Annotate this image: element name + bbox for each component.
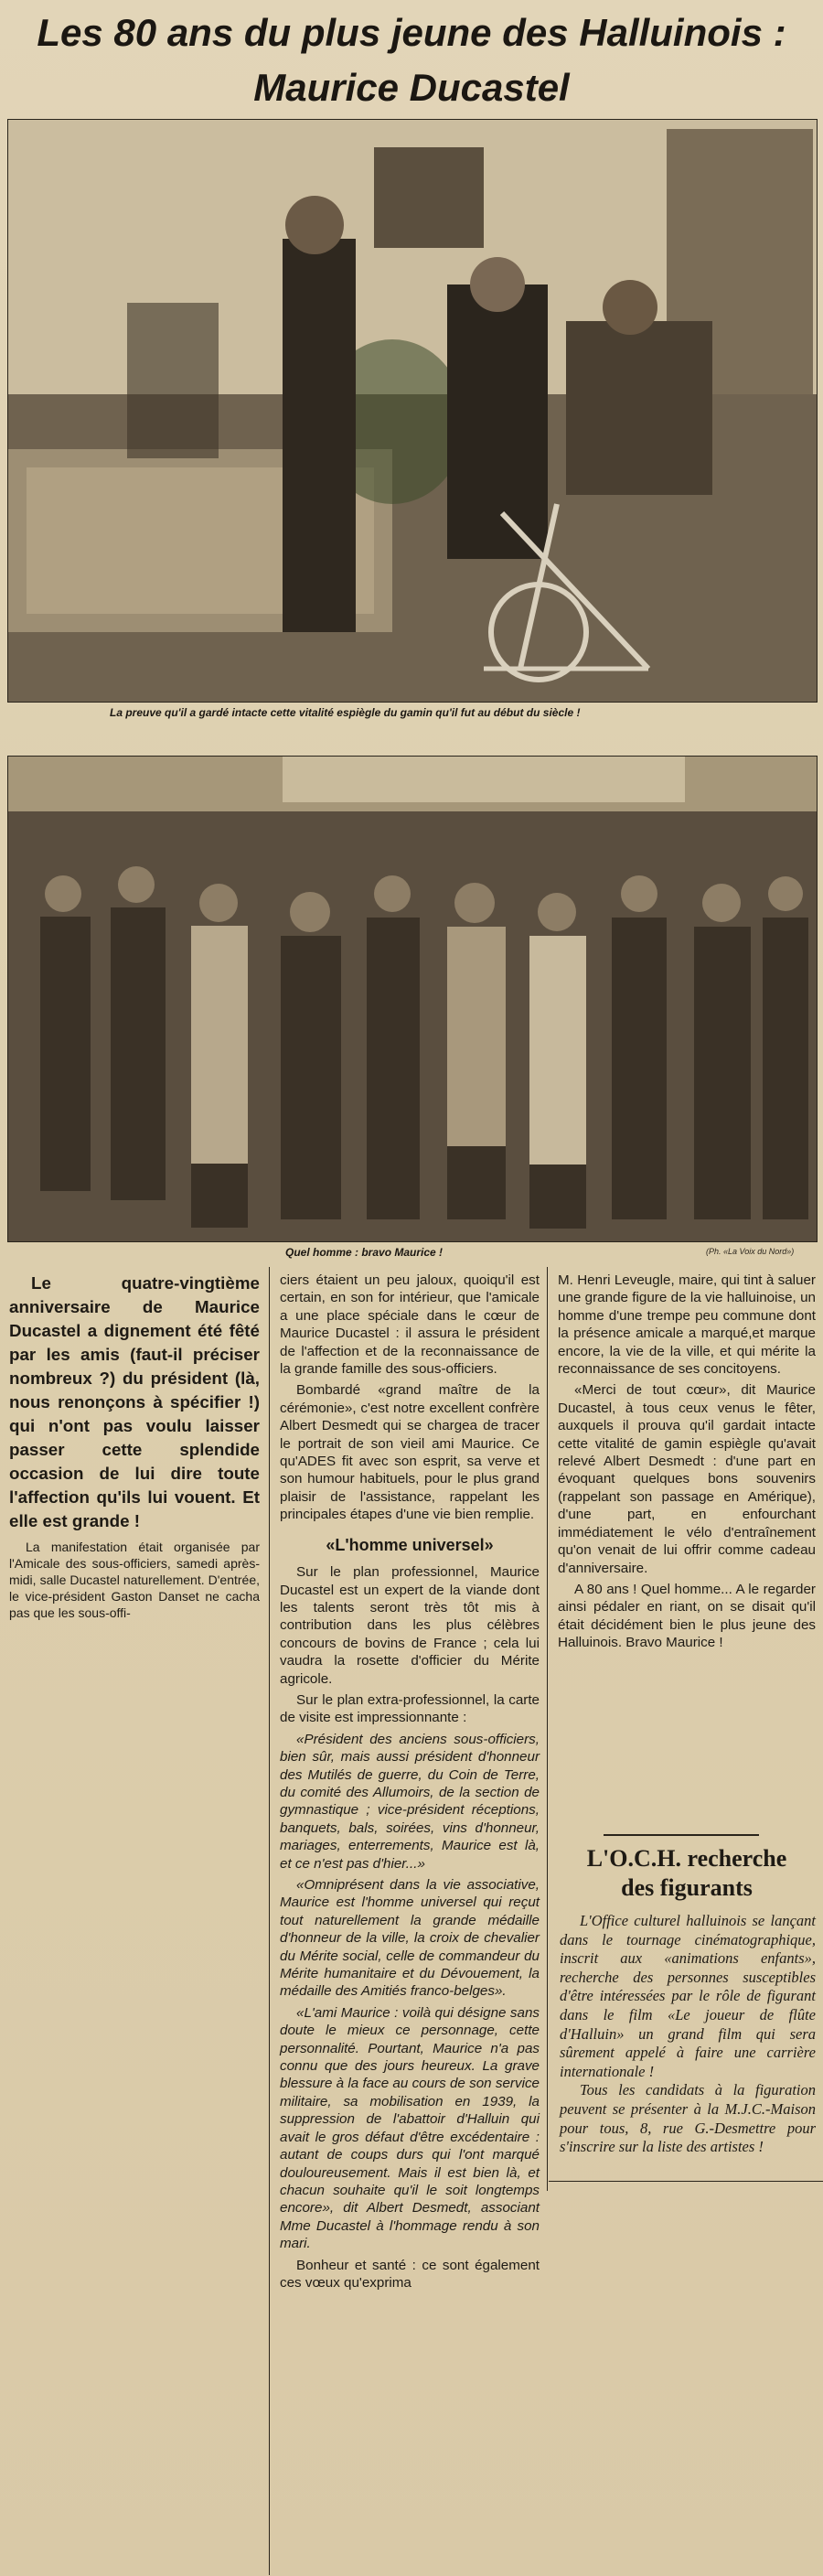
column-1-body: [9, 1539, 260, 1621]
column-2-paragraph-5: «Président des anciens sous-officiers, bien sûr, mais aussi président d'honneur des Mutilés de guerre, du Coin de Terre, du comité des Allumoirs, de la section de gymnastique ; vice-président réceptions, banquets, bals, soirées, vins d'honneur, mariages, enterrements, Maurice est là, et ce n'est pas d'hier...»: [280, 1731, 540, 1872]
article-lead: [9, 1272, 260, 1533]
article-column-3: [558, 1272, 816, 1656]
column-2-paragraph-2: Bombardé «grand maître de la cérémonie», c'est notre excellent confrère Albert Desmedt qui se chargea de tracer le portrait de son vieil ami Maurice. Ce qu'ADES fit avec son esprit, sa verve et son humour habituels, pour le plus grand plaisir de l'assistance, rappelant les principales étapes d'une vie bien remplie.: [280, 1382, 540, 1523]
column-2-paragraph-3: Sur le plan professionnel, Maurice Ducastel est un expert de la viande dont les talents seront très tôt mis à contribution dans les plus célèbres concours de bovins de France ; cela lui vaudra la rosette d'officier du Mérite agricole.: [280, 1564, 540, 1687]
och-top-rule: [604, 1834, 759, 1836]
photo-2-credit: (Ph. «La Voix du Nord»): [706, 1247, 795, 1256]
column-3-paragraph-3: A 80 ans ! Quel homme... A le regarder ainsi pédaler en riant, on se disait qu'il était décidément bien le plus jeune des Halluinois. Bravo Maurice !: [558, 1581, 816, 1651]
headline-line-2: Maurice Ducastel: [253, 66, 570, 109]
headline: [0, 5, 823, 115]
column-3-paragraph-1: M. Henri Leveugle, maire, qui tint à saluer une grande figure de la vie halluinoise, un homme d'une trempe peu commune dont la présence amicale a marqué,et marque encore, la vie de la ville, et qui mérite la reconnaissance de ses concitoyens.: [558, 1272, 816, 1378]
lead-paragraph: Le quatre-vingtième anniversaire de Maurice Ducastel a dignement été fêté par les amis (faut-il préciser nombreux ?) du président (là, nous renonçons à spécifier !) qui n'ont pas voulu laisser passer cette splendide occasion de lui dire toute l'affection qu'ils lui vouent. Et elle est grande !: [9, 1273, 260, 1530]
column-rule-1: [269, 1267, 270, 2575]
photo-exercise-bike: [7, 119, 818, 703]
headline-line-1: Les 80 ans du plus jeune des Halluinois :: [37, 11, 786, 54]
column-2-paragraph-4: Sur le plan extra-professionnel, la carte de visite est impressionnante :: [280, 1691, 540, 1726]
och-paragraph-2: Tous les candidats à la figuration peuvent se présenter à la M.J.C.-Maison pour tous, 8, rue G.-Desmettre pour s'inscrire sur la liste des artistes !: [560, 2081, 816, 2156]
photo-2-caption: Quel homme : bravo Maurice !: [285, 1246, 444, 1259]
column-rule-2: [547, 1267, 548, 2191]
column-1-paragraph: La manifestation était organisée par l'Amicale des sous-officiers, samedi après-midi, salle Ducastel naturellement. D'entrée, le vice-président Gaston Danset ne cacha pas que les sous-offi-: [9, 1540, 260, 1620]
column-2-paragraph-6: «Omniprésent dans la vie associative, Maurice est l'homme universel qui reçut tout naturellement la grande médaille d'honneur de la ville, la croix de chevalier du Mérite social, celle de commandeur du Mérite humanitaire et du Dévouement, la médaille des Amitiés franco-belges».: [280, 1877, 540, 2000]
column-3-paragraph-2: «Merci de tout cœur», dit Maurice Ducastel, à tous ceux venus le fêter, auxquels il prouva qu'il gardait intacte cette vitalité de gamin espiègle qu'avait relevé Albert Desmedt : d'une part en évoquant quelques bons souvenirs (rappelant son passage en Amérique), d'une part, en enfourchant immédiatement le vélo d'entraînement qu'on venait de lui offrir comme cadeau d'anniversaire.: [558, 1382, 816, 1576]
photo-1-caption: La preuve qu'il a gardé intacte cette vitalité espiègle du gamin qu'il fut au début du siècle !: [110, 706, 581, 719]
subhead-homme-universel: «L'homme universel»: [326, 1535, 494, 1554]
och-title-line-2: des figurants: [621, 1874, 753, 1901]
article-column-1: [9, 1272, 260, 1625]
och-title-line-1: L'O.C.H. recherche: [586, 1845, 787, 1872]
column-2-paragraph-7: «L'ami Maurice : voilà qui désigne sans doute le mieux ce personnage, cette personnalité. Pourtant, Maurice n'a pas connu que des jours heureux. La grave blessure à la face au cours de son service militaire, sa mobilisation en 1939, la suppression de l'abattoir d'Halluin qui avait le gros défaut d'être excédentaire : autant de coups durs qui l'ont marqué douloureusement. Mais il est bien là, et chacun souhaite qu'il le soit longtemps encore», dit Albert Desmedt, associant Mme Ducastel à l'hommage rendu à son mari.: [280, 2004, 540, 2252]
och-paragraph-1: L'Office culturel halluinois se lançant dans le tournage cinématographique, inscrit aux «animations enfants», recherche des personnes susceptibles d'être intéressées par le rôle de figurant dans le film «Le joueur de flûte d'Halluin» un grand film qui sera sûrement appelé à faire une carrière internationale !: [560, 1912, 816, 2080]
och-title: [558, 1844, 816, 1903]
article-column-2: [280, 1272, 540, 2295]
och-body: [560, 1912, 816, 2157]
column-2-paragraph-8: Bonheur et santé : ce sont également ces vœux qu'exprima: [280, 2257, 540, 2291]
och-bottom-rule: [549, 2181, 823, 2182]
photo-crowd: [7, 756, 818, 1242]
column-2-paragraph-1: ciers étaient un peu jaloux, quoiqu'il est certain, en son for intérieur, que l'amicale a une place spéciale dans le cœur de Maurice Ducastel : il assura le président de l'affection et de la reconnaissance de la grande famille des sous-officiers.: [280, 1272, 540, 1378]
